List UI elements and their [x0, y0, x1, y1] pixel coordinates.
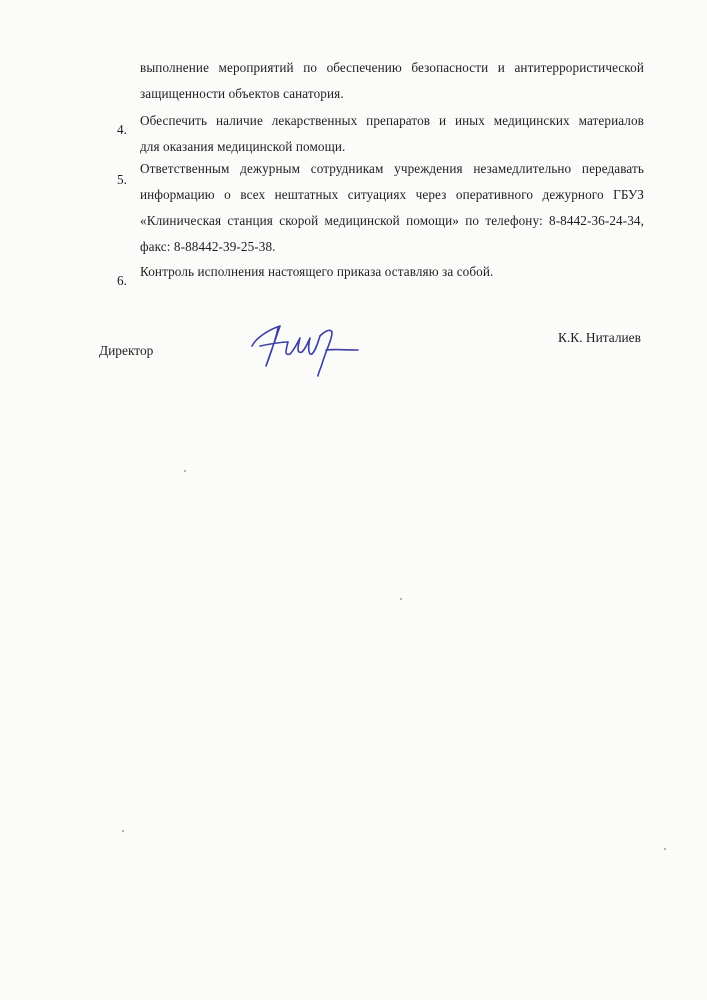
signatory-title: Директор [99, 343, 154, 358]
item-3-continuation [140, 55, 644, 107]
scan-speck [122, 830, 124, 832]
item-6-text [140, 259, 644, 285]
item-5-line-4: факс: 8-88442-39-25-38. [140, 239, 276, 254]
item-5-line-2: информацию о всех нештатных ситуациях через оперативного дежурного ГБУЗ [140, 187, 644, 202]
item-4-line-2: для оказания медицинской помощи. [140, 139, 346, 154]
item-5-number: 5. [117, 172, 127, 187]
signatory-name: К.К. Ниталиев [558, 330, 641, 345]
item-6-number: 6. [117, 273, 127, 288]
handwritten-signature [246, 316, 366, 378]
item-3-line-2: защищенности объектов санатория. [140, 86, 344, 101]
item-3-line-1: выполнение мероприятий по обеспечению безопасности и антитеррористической [140, 60, 644, 75]
item-5-line-1: Ответственным дежурным сотрудникам учреждения незамедлительно передавать [140, 161, 644, 176]
item-5-line-3: «Клиническая станция скорой медицинской помощи» по телефону: 8-8442-36-24-34, [140, 213, 644, 228]
item-4-text [140, 108, 644, 160]
item-4-line-1: Обеспечить наличие лекарственных препаратов и иных медицинских материалов [140, 113, 644, 128]
item-5-text [140, 156, 644, 260]
scan-speck [400, 598, 402, 600]
scan-speck [184, 470, 186, 472]
item-6-line-1: Контроль исполнения настоящего приказа оставляю за собой. [140, 264, 494, 279]
item-4-number: 4. [117, 122, 127, 137]
scan-speck [664, 848, 666, 850]
